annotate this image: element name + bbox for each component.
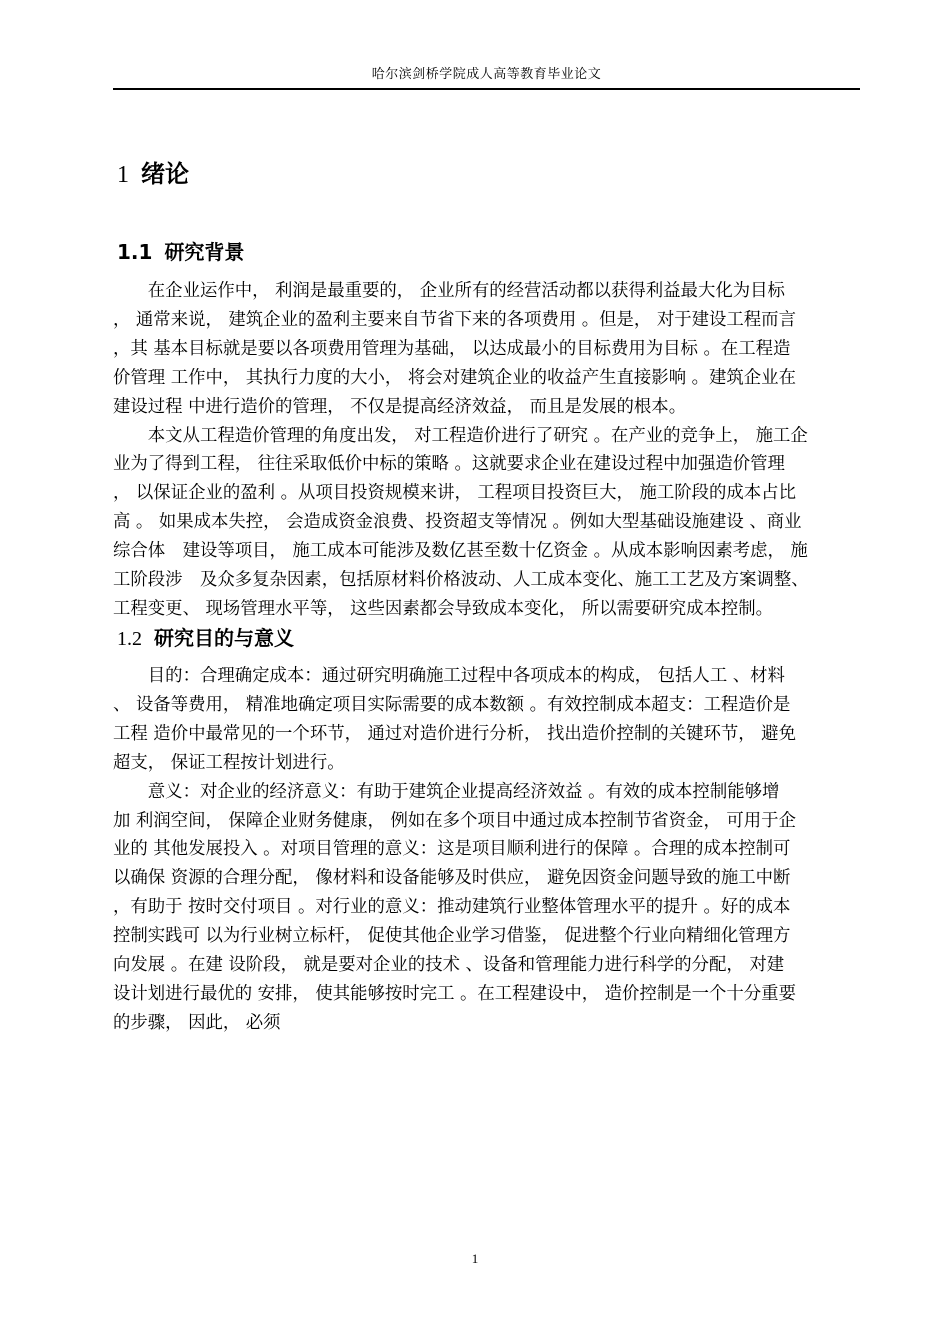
body-line: 业的 其他发展投入 。对项目管理的意义：这是项目顺利进行的保障 。合理的成本控制可: [113, 839, 791, 860]
body-line: 加 利润空间， 保障企业财务健康， 例如在多个项目中通过成本控制节省资金， 可用于企: [113, 810, 796, 831]
body-line: 意义：对企业的经济意义：有助于建筑企业提高经济效益 。有效的成本控制能够增: [113, 781, 780, 802]
section-heading-1-1: [117, 238, 244, 266]
section-heading-1-2: [117, 624, 294, 653]
chapter-number: 1: [117, 162, 129, 188]
body-line: 在企业运作中， 利润是最重要的， 企业所有的经营活动都以获得利益最大化为目标: [113, 281, 785, 301]
body-line: 控制实践可 以为行业树立标杆， 促使其他企业学习借鉴， 促进整个行业向精细化管理方: [113, 926, 791, 947]
body-line: 价管理 工作中， 其执行力度的大小， 将会对建筑企业的收益产生直接影响 。建筑企业在: [113, 367, 796, 388]
section-number: 1.2: [117, 628, 142, 650]
body-line: 建设过程 中进行造价的管理， 不仅是提高经济效益， 而且是发展的根本。: [113, 396, 687, 417]
body-line: 本文从工程造价管理的角度出发， 对工程造价进行了研究 。在产业的竞争上， 施工企: [113, 425, 808, 446]
section-title: 研究背景: [164, 240, 245, 264]
body-line: 目的：合理确定成本：通过研究明确施工过程中各项成本的构成， 包括人工 、材料: [113, 666, 785, 686]
body-line: 业为了得到工程， 往往采取低价中标的策略 。这就要求企业在建设过程中加强造价管理: [113, 454, 785, 475]
body-line: 超支， 保证工程按计划进行。: [113, 752, 345, 773]
body-line: 设计划进行最优的 安排， 使其能够按时完工 。在工程建设中， 造价控制是一个十分重要: [113, 983, 796, 1004]
body-line: 工阶段涉 及众多复杂因素，包括原材料价格波动、人工成本变化、施工工艺及方案调整、: [113, 570, 809, 591]
section-body-1-2: [113, 662, 865, 1038]
body-line: ，有助于 按时交付项目 。对行业的意义：推动建筑行业整体管理水平的提升 。好的成本: [113, 897, 791, 918]
page-number: 1: [471, 1251, 479, 1266]
section-title: 研究目的与意义: [154, 626, 294, 650]
body-line: 、 设备等费用， 精准地确定项目实际需要的成本数额 。有效控制成本超支：工程造价是: [113, 694, 791, 715]
body-line: 高 。 如果成本失控， 会造成资金浪费、投资超支等情况 。例如大型基础设施建设 、商业: [113, 512, 802, 533]
body-line: ，其 基本目标就是要以各项费用管理为基础， 以达成最小的目标费用为目标 。在工程造: [113, 338, 791, 359]
body-line: ， 以保证企业的盈利 。从项目投资规模来讲， 工程项目投资巨大， 施工阶段的成本占比: [113, 483, 796, 504]
section-body-1-1: [113, 277, 865, 624]
body-line: 向发展 。在建 设阶段， 就是要对企业的技术 、设备和管理能力进行科学的分配， 对建: [113, 955, 785, 976]
body-line: 工程变更、 现场管理水平等， 这些因素都会导致成本变化， 所以需要研究成本控制。: [113, 598, 774, 619]
chapter-heading: [117, 158, 189, 191]
header-rule: [113, 88, 860, 90]
body-line: 的步骤， 因此， 必须: [113, 1012, 281, 1033]
body-line: 工程 造价中最常见的一个环节， 通过对造价进行分析， 找出造价控制的关键环节， 避免: [113, 723, 796, 744]
body-line: 以确保 资源的合理分配， 像材料和设备能够及时供应， 避免因资金问题导致的施工中断: [113, 868, 791, 889]
chapter-title: 绪论: [141, 160, 189, 188]
body-line: 综合体 建设等项目， 施工成本可能涉及数亿甚至数十亿资金 。从成本影响因素考虑， 施: [113, 541, 808, 562]
section-number: 1.1: [117, 240, 153, 264]
running-header: 哈尔滨剑桥学院成人高等教育毕业论文: [371, 67, 602, 82]
body-line: ， 通常来说， 建筑企业的盈利主要来自节省下来的各项费用 。但是， 对于建设工程而言: [113, 309, 796, 330]
